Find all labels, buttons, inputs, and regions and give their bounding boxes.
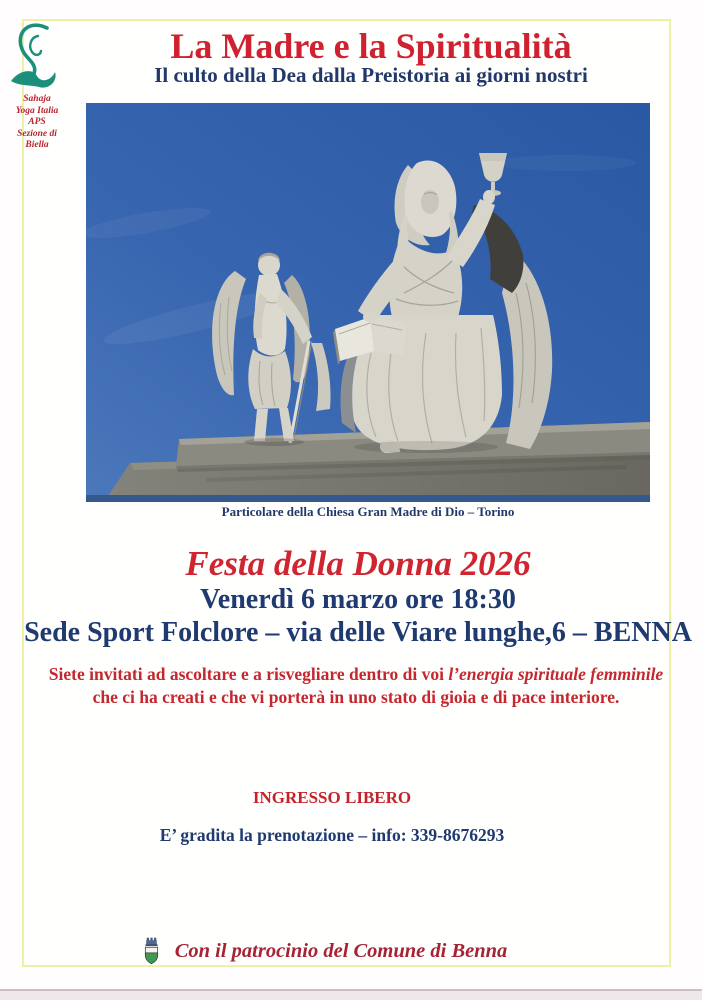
org-name-line: Yoga Italia <box>15 105 59 116</box>
org-name-line: Sahaja <box>23 94 51 104</box>
invitation-line1-italic: l’energia spirituale femminile <box>448 664 664 684</box>
admission-notice: INGRESSO LIBERO <box>252 788 412 807</box>
poster-title: La Madre e la Spiritualità <box>170 26 572 66</box>
invitation-text <box>40 663 672 708</box>
org-name <box>6 94 68 152</box>
statue-photo <box>86 103 650 502</box>
patronage-text: Con il patrocinio del Comune di Benna <box>174 940 508 962</box>
patronage-row <box>22 936 627 966</box>
org-name-line: APS <box>28 117 46 127</box>
org-name-line: Sezione di <box>17 128 57 139</box>
poster-subtitle: Il culto della Dea dalla Preistoria ai giorni nostri <box>154 63 588 87</box>
comune-benna-crest-icon <box>142 937 161 965</box>
sahaja-yoga-logo-icon <box>7 21 61 93</box>
photo-caption: Particolare della Chiesa Gran Madre di Dio – Torino <box>221 504 515 519</box>
event-location: Sede Sport Folclore – via delle Viare lunghe,6 – BENNA <box>24 617 692 648</box>
invitation-line2: che ci ha creati e che vi porterà in uno stato di gioia e di pace interiore. <box>92 686 620 707</box>
event-title: Festa della Donna 2026 <box>185 544 531 583</box>
bottom-edge-strip <box>0 989 702 1000</box>
org-name-line: Biella <box>25 140 49 150</box>
event-datetime: Venerdì 6 marzo ore 18:30 <box>200 584 516 615</box>
booking-info: E’ gradita la prenotazione – info: 339-8676293 <box>159 825 505 845</box>
invitation-line1-regular: Siete invitati ad ascoltare e a risvegliare dentro di voi <box>48 664 449 684</box>
photo-bottom-edge <box>86 495 650 502</box>
